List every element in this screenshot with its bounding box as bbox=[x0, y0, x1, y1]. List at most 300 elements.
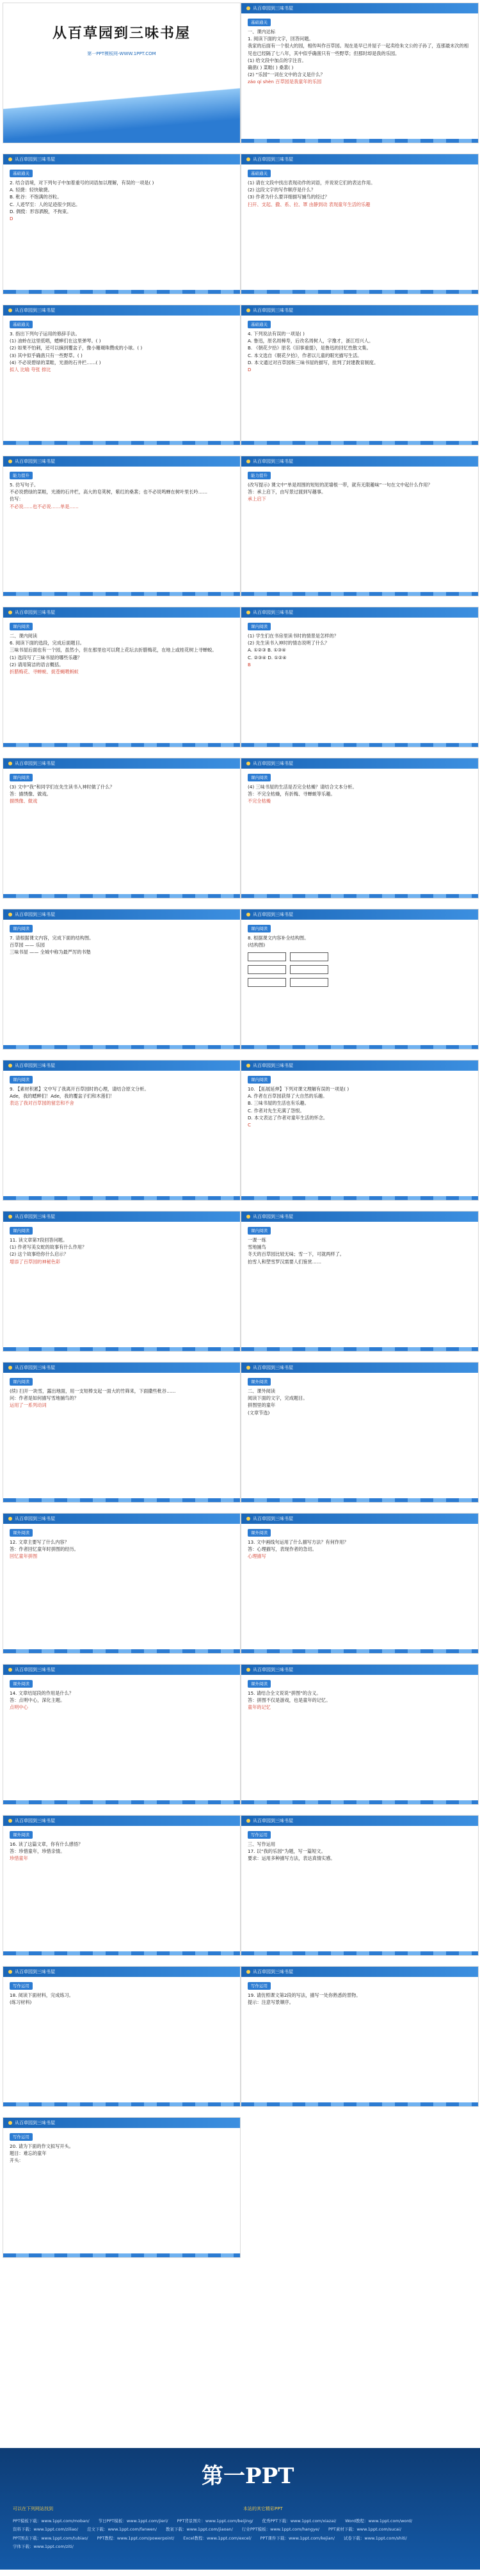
slide-s28[interactable] bbox=[241, 1966, 479, 2107]
slide-body bbox=[241, 1826, 478, 1866]
slide-s18[interactable] bbox=[241, 1211, 479, 1352]
header-dot-icon bbox=[246, 6, 250, 10]
slide-body bbox=[3, 1524, 240, 1564]
answer-line: 童年的记忆 bbox=[248, 1704, 271, 1711]
slide-footer-bar bbox=[3, 1951, 240, 1955]
section-label: 能力提升 bbox=[248, 472, 271, 479]
slide-footer-bar bbox=[3, 441, 240, 445]
section-label: 写作运用 bbox=[248, 1831, 271, 1839]
slide-header-title: 从百草园到三味书屋 bbox=[15, 609, 55, 615]
slide-header-title: 从百草园到三味书屋 bbox=[253, 1062, 293, 1068]
header-dot-icon bbox=[246, 460, 250, 463]
slide-text-line: (3) 文中“我”和同学们在先生读书入神时做了什么？ bbox=[10, 784, 115, 790]
slide-header-title: 从百草园到三味书屋 bbox=[15, 1516, 55, 1521]
slide-footer-bar bbox=[3, 2253, 240, 2257]
slide-text-line: 4. 下列说法有误的一项是( ) bbox=[248, 331, 305, 337]
slide-text-line: 12. 文章主要写了什么内容？ bbox=[10, 1539, 69, 1546]
slide-s29[interactable] bbox=[3, 2117, 241, 2258]
endcard-link[interactable]: PPT图表下载：www.1ppt.com/tubiao/ bbox=[13, 2535, 88, 2541]
slide-header-title: 从百草园到三味书屋 bbox=[15, 1667, 55, 1672]
slide-text-line: A. 鲁迅，原名周樟寿，后改名周树人，字豫才，浙江绍兴人。 bbox=[248, 338, 374, 344]
endcard-link[interactable]: 节日PPT模板：www.1ppt.com/jieri/ bbox=[98, 2518, 168, 2524]
endcard-link[interactable]: 字体下载：www.1ppt.com/ziti/ bbox=[13, 2544, 74, 2550]
slide-text-line: 10. 【拓展延伸】下列对课文理解有误的一项是( ) bbox=[248, 1086, 349, 1092]
header-dot-icon bbox=[8, 611, 12, 614]
slide-body bbox=[241, 1222, 478, 1269]
slide-header-title: 从百草园到三味书屋 bbox=[253, 1818, 293, 1823]
header-dot-icon bbox=[8, 1366, 12, 1370]
slide-body bbox=[3, 1826, 240, 1866]
slide-text-line: (1) 请在文段中找出表现动作的词语，并说说它们的表达作用。 bbox=[248, 180, 376, 186]
answer-line: 增添了百草园的神秘色彩 bbox=[10, 1258, 61, 1265]
endcard-link[interactable]: 试卷下载：www.1ppt.com/shiti/ bbox=[343, 2535, 407, 2541]
slide-text-line: 7. 请根据课文内容，完成下面的结构图。 bbox=[10, 935, 94, 941]
slide-text-line: 答：拼图不仅是游戏，也是童年的记忆。 bbox=[248, 1697, 331, 1704]
slide-text-line: 答：不完全枯燥，有折梅、寻蝉蜕等乐趣。 bbox=[248, 791, 335, 797]
slide-text-line: B. 三味书屋的生活也有乐趣。 bbox=[248, 1100, 309, 1107]
slide-header bbox=[241, 1363, 478, 1373]
slide-header bbox=[3, 1514, 240, 1524]
slide-header-title: 从百草园到三味书屋 bbox=[15, 1213, 55, 1219]
slide-body bbox=[3, 1222, 240, 1269]
header-dot-icon bbox=[8, 1215, 12, 1219]
slide-text-line: A. 轻捷：轻快敏捷。 bbox=[10, 187, 52, 193]
slide-header bbox=[3, 154, 240, 164]
slide-s5[interactable] bbox=[3, 305, 241, 445]
slide-header-title: 从百草园到三味书屋 bbox=[253, 458, 293, 464]
answer-line: 不完全枯燥 bbox=[248, 798, 271, 804]
slide-body bbox=[241, 316, 478, 377]
section-label: 基础通关 bbox=[248, 321, 271, 328]
slide-footer-bar bbox=[241, 1951, 478, 1955]
section-label: 课内阅读 bbox=[248, 623, 271, 630]
slide-text-line: 题目：难忘的童年 bbox=[10, 2150, 47, 2157]
section-label: 课外阅读 bbox=[10, 1831, 33, 1839]
answer-line: 珍惜童年 bbox=[10, 1855, 28, 1862]
slide-body bbox=[3, 2128, 240, 2168]
header-dot-icon bbox=[8, 1970, 12, 1974]
slide-text-line: (1) 油蛉在这里低唱，蟋蟀们在这里弹琴。( ) bbox=[10, 338, 101, 344]
slide-text-line: 拼图里的童年 bbox=[248, 1402, 276, 1409]
header-dot-icon bbox=[246, 611, 250, 614]
slide-footer-bar bbox=[241, 441, 478, 445]
slide-text-line: D. 本文表达了作者对童年生活的怀念。 bbox=[248, 1114, 328, 1121]
slide-text-line: D. 倜傥：形容洒脱，不拘束。 bbox=[10, 208, 72, 214]
header-dot-icon bbox=[246, 1819, 250, 1823]
slide-s8[interactable] bbox=[241, 456, 479, 596]
answer-line: 折腊梅花、寻蝉蜕、捉苍蝇喂蚂蚁 bbox=[10, 668, 79, 675]
section-label: 课外阅读 bbox=[248, 1680, 271, 1688]
section-label: 写作运用 bbox=[248, 1982, 271, 1990]
slide-s23[interactable] bbox=[3, 1664, 241, 1805]
slide-text-line: (3) 其中似乎确凿只有一些野草。( ) bbox=[10, 352, 83, 358]
slide-text-line: 三味书屋 —— 全城中称为最严厉的书塾 bbox=[10, 949, 91, 956]
slide-text-line: 阅读下面的文字，完成题目。 bbox=[248, 1395, 308, 1402]
endcard-link[interactable]: 教案下载：www.1ppt.com/jiaoan/ bbox=[166, 2527, 233, 2532]
slide-header bbox=[241, 154, 478, 164]
slide-s14[interactable] bbox=[241, 909, 479, 1050]
slide-header bbox=[3, 607, 240, 618]
slide-header-title: 从百草园到三味书屋 bbox=[253, 1667, 293, 1672]
slide-s9[interactable] bbox=[3, 607, 241, 748]
slide-header-title: 从百草园到三味书屋 bbox=[253, 156, 293, 162]
slide-header bbox=[241, 456, 478, 467]
slide-text-line: 3. 指出下列句子运用的修辞手法。 bbox=[10, 331, 80, 337]
endcard-link[interactable]: PPT素材下载：www.1ppt.com/sucai/ bbox=[328, 2527, 401, 2532]
slide-text-line: B. 秕谷：不饱满的谷粒。 bbox=[10, 194, 62, 200]
section-label: 课内阅读 bbox=[10, 1076, 33, 1084]
endcard-link[interactable]: Excel教程：www.1ppt.com/excel/ bbox=[183, 2535, 252, 2541]
endcard-link[interactable]: PPT课件下载：www.1ppt.com/kejian/ bbox=[260, 2535, 335, 2541]
diagram-box bbox=[290, 952, 328, 961]
slide-text-line: (3) 作者为什么要详细描写捕鸟的经过？ bbox=[248, 194, 330, 200]
slide-text-line: (2) 这段文字的写作顺序是什么？ bbox=[248, 187, 316, 193]
slide-header bbox=[3, 909, 240, 920]
slide-text-line: (续) 扫开一块雪，露出地面，用一支短棒支起一面大的竹筛来，下面撒些秕谷…… bbox=[10, 1388, 176, 1395]
slide-s11[interactable] bbox=[3, 758, 241, 899]
answer-line: B bbox=[248, 661, 251, 668]
slide-header bbox=[241, 909, 478, 920]
slide-body bbox=[241, 920, 478, 995]
slide-header bbox=[3, 1816, 240, 1826]
endcard-link[interactable]: Word教程：www.1ppt.com/word/ bbox=[345, 2518, 413, 2524]
slide-text-line: 11. 读文章第7段回答问题。 bbox=[10, 1237, 68, 1244]
slide-header-title: 从百草园到三味书屋 bbox=[15, 1818, 55, 1823]
slide-body bbox=[241, 1373, 478, 1420]
endcard-tagline: 可以在下列网站找到 bbox=[13, 2506, 53, 2511]
slide-text-line: 6. 阅读下面的选段，完成后面题目。 bbox=[10, 640, 84, 646]
answer-line: 拟人 比喻 夸张 排比 bbox=[10, 366, 51, 372]
slide-footer-bar bbox=[3, 290, 240, 294]
slide-s16[interactable] bbox=[241, 1060, 479, 1201]
slide-text-line: 一、课内达标 bbox=[248, 29, 276, 35]
slide-text-line: (2) 请用简洁的语言概括。 bbox=[10, 661, 64, 668]
header-dot-icon bbox=[246, 1970, 250, 1974]
header-dot-icon bbox=[246, 1366, 250, 1370]
header-dot-icon bbox=[8, 762, 12, 765]
slide-header bbox=[3, 1665, 240, 1675]
slide-header bbox=[3, 1060, 240, 1071]
slide-footer-bar bbox=[241, 1347, 478, 1351]
slide-s25[interactable] bbox=[3, 1815, 241, 1956]
slide-header bbox=[241, 3, 478, 13]
slide-text-line: 冬天的百草园比较无味；雪一下，可就两样了。 bbox=[248, 1251, 344, 1258]
slide-text-line: (2) “乐园”一词在文中的含义是什么？ bbox=[248, 72, 325, 77]
slide-header bbox=[241, 758, 478, 769]
slide-footer-bar bbox=[241, 1498, 478, 1502]
slide-text-line: 14. 文章结尾段的作用是什么？ bbox=[10, 1690, 74, 1697]
slide-footer-bar bbox=[3, 1347, 240, 1351]
slide-text-line: 我家的后面有一个很大的园，相传叫作百草园。现在是早已并屋子一起卖给朱文公的子孙了，连那最末次的相见也已经隔了七八年，其中似乎确凿只有一些野草；但那时却是我的乐园。 bbox=[248, 43, 469, 56]
slide-footer-bar bbox=[3, 1498, 240, 1502]
answer-line: záo qí shèn 百草园是我童年的乐园 bbox=[248, 79, 322, 85]
slide-text-line: (4) 不必说碧绿的菜畦，光滑的石井栏……( ) bbox=[10, 359, 101, 365]
section-label: 课内阅读 bbox=[10, 1227, 33, 1235]
slide-s12[interactable] bbox=[241, 758, 479, 899]
section-label: 课外阅读 bbox=[248, 1529, 271, 1537]
slide-text-line: 答：描绣像、做戏。 bbox=[10, 791, 51, 797]
diagram-box bbox=[248, 978, 286, 987]
slide-header-title: 从百草园到三味书屋 bbox=[15, 307, 55, 313]
slide-header bbox=[241, 1816, 478, 1826]
slide-footer-bar bbox=[241, 1649, 478, 1653]
slide-text-line: 二、课外阅读 bbox=[248, 1388, 276, 1395]
slide-text-line: 16. 读了这篇文章，你有什么感悟？ bbox=[10, 1841, 83, 1848]
slide-s24[interactable] bbox=[241, 1664, 479, 1805]
slide-header-title: 从百草园到三味书屋 bbox=[253, 911, 293, 917]
slide-text-line: C. 作者对先生充满了怨恨。 bbox=[248, 1107, 305, 1114]
endcard-links bbox=[13, 2518, 467, 2550]
answer-line: 表达了我对百草园的留恋和不舍 bbox=[10, 1100, 74, 1107]
slide-s22[interactable] bbox=[241, 1513, 479, 1654]
header-dot-icon bbox=[246, 762, 250, 765]
answer-line: D bbox=[10, 215, 13, 221]
slide-text-line: 13. 文中画线句运用了什么描写方法？有何作用？ bbox=[248, 1539, 349, 1546]
slide-header-title: 从百草园到三味书屋 bbox=[15, 1969, 55, 1974]
slide-s20[interactable] bbox=[241, 1362, 479, 1503]
slide-text-line: 提示：注意写景顺序。 bbox=[248, 1999, 294, 2006]
slide-body bbox=[3, 316, 240, 377]
endcard-link[interactable]: 行业PPT模板：www.1ppt.com/hangye/ bbox=[241, 2527, 320, 2532]
slide-body bbox=[241, 618, 478, 672]
slide-header-title: 从百草园到三味书屋 bbox=[253, 760, 293, 766]
slide-s21[interactable] bbox=[3, 1513, 241, 1654]
section-label: 课内阅读 bbox=[10, 623, 33, 630]
page-title: 从百草园到三味书屋 bbox=[52, 25, 191, 42]
section-label: 写作运用 bbox=[10, 2133, 33, 2141]
slide-text-line: Ade，我的蟋蟀们！Ade，我的覆盆子们和木莲们！ bbox=[10, 1093, 115, 1100]
slide-text-line: 1. 阅读下面的文字，回答问题。 bbox=[248, 36, 314, 42]
slide-body bbox=[3, 467, 240, 514]
slide-text-line: 答：作者回忆童年时拼图的经历。 bbox=[10, 1546, 79, 1553]
header-dot-icon bbox=[246, 913, 250, 916]
header-dot-icon bbox=[8, 1819, 12, 1823]
endcard bbox=[0, 2448, 480, 2570]
slide-header-title: 从百草园到三味书屋 bbox=[253, 1969, 293, 1974]
slide-text-line: (练习材料) bbox=[10, 1999, 32, 2006]
header-dot-icon bbox=[246, 1215, 250, 1219]
answer-line: C bbox=[248, 1121, 252, 1128]
slide-header bbox=[3, 758, 240, 769]
slide-footer-bar bbox=[241, 1045, 478, 1049]
slide-body bbox=[3, 1071, 240, 1111]
slide-body bbox=[241, 1524, 478, 1564]
slide-text-line: A. ①②③ B. ①③④ bbox=[248, 647, 286, 653]
slide-s26[interactable] bbox=[241, 1815, 479, 1956]
header-dot-icon bbox=[8, 157, 12, 161]
slide-text-line: C. ②③④ D. ①②④ bbox=[248, 654, 287, 660]
slide-s10[interactable] bbox=[241, 607, 479, 748]
slide-text-line: (结构图) bbox=[248, 942, 266, 948]
header-dot-icon bbox=[246, 1668, 250, 1672]
slide-header bbox=[3, 2118, 240, 2128]
slide-text-line: A. 作者在百草园获得了大自然的乐趣。 bbox=[248, 1093, 328, 1100]
slide-header-title: 从百草园到三味书屋 bbox=[15, 2120, 55, 2125]
endcard-link[interactable]: PPT背景图片：www.1ppt.com/beijing/ bbox=[177, 2518, 253, 2524]
slide-text-line: 答：珍惜童年，珍惜亲情。 bbox=[10, 1848, 65, 1855]
slide-footer-bar bbox=[241, 290, 478, 294]
slide-text-line: 答：点明中心，深化主题。 bbox=[10, 1697, 65, 1704]
slide-header bbox=[241, 305, 478, 316]
slide-s15[interactable] bbox=[3, 1060, 241, 1201]
section-label: 课内阅读 bbox=[10, 774, 33, 781]
slide-header bbox=[241, 1514, 478, 1524]
section-label: 基础通关 bbox=[10, 170, 33, 177]
brand-logo: 第一PPT bbox=[202, 2463, 294, 2489]
slide-body bbox=[241, 1675, 478, 1715]
answer-line: D bbox=[248, 366, 252, 372]
slide-text-line: 问：作者是如何描写雪地捕鸟的？ bbox=[10, 1395, 79, 1402]
slide-s17[interactable] bbox=[3, 1211, 241, 1352]
section-label: 课外阅读 bbox=[10, 1680, 33, 1688]
slide-text-line: (文章节选) bbox=[248, 1409, 270, 1416]
section-label: 基础通关 bbox=[248, 170, 271, 177]
title-subtitle: 第一PPT模板网-WWW.1PPT.COM bbox=[87, 51, 156, 56]
answer-line: 不必说……也不必说……单是…… bbox=[10, 503, 79, 509]
diagram-box bbox=[290, 978, 328, 987]
slide-header-title: 从百草园到三味书屋 bbox=[15, 760, 55, 766]
endcard-link[interactable]: PPT教程：www.1ppt.com/powerpoint/ bbox=[97, 2535, 175, 2541]
slide-footer-bar bbox=[241, 1196, 478, 1200]
answer-line: 回忆童年拼图 bbox=[10, 1553, 38, 1560]
section-label: 课内阅读 bbox=[248, 1076, 271, 1084]
slide-header bbox=[3, 1967, 240, 1977]
slide-header bbox=[3, 1212, 240, 1222]
header-dot-icon bbox=[246, 1064, 250, 1068]
slide-text-line: 答：心理描写，表现作者的急切。 bbox=[248, 1546, 317, 1553]
slide-body bbox=[3, 618, 240, 679]
answer-line: 心理描写 bbox=[248, 1553, 266, 1560]
slide-text-line: 9. 【素材积累】文中写了我离开百草园时的心理，请结合原文分析。 bbox=[10, 1086, 149, 1092]
endcard-link[interactable]: 资料下载：www.1ppt.com/ziliao/ bbox=[13, 2527, 78, 2532]
endcard-link[interactable]: 优秀PPT下载：www.1ppt.com/xiazai/ bbox=[262, 2518, 337, 2524]
slide-text-line: 仿写： bbox=[10, 496, 24, 502]
slide-header-title: 从百草园到三味书屋 bbox=[253, 5, 293, 11]
slide-header-title: 从百草园到三味书屋 bbox=[15, 1364, 55, 1370]
header-dot-icon bbox=[246, 157, 250, 161]
slide-header bbox=[241, 1060, 478, 1071]
section-label: 写作运用 bbox=[10, 1982, 33, 1990]
slide-text-line: 17. 以“我的乐园”为题，写一篇短文。 bbox=[248, 1848, 326, 1855]
slide-header bbox=[3, 305, 240, 316]
slide-footer-bar bbox=[3, 1649, 240, 1653]
header-dot-icon bbox=[246, 308, 250, 312]
slide-text-line: (4) 三味书屋的生活是否完全枯燥？请结合文本分析。 bbox=[248, 784, 357, 790]
slide-header-title: 从百草园到三味书屋 bbox=[15, 1062, 55, 1068]
slide-footer-bar bbox=[3, 2102, 240, 2106]
diagram-box bbox=[248, 965, 286, 974]
slide-text-line: (改写提示) 课文中“单是周围的短短的泥墙根一带，就有无限趣味”一句在文中起什么作用？ bbox=[248, 482, 433, 488]
section-label: 课内阅读 bbox=[10, 1378, 33, 1386]
slide-text-line: (1) 给文段中加点的字注音。 bbox=[248, 57, 307, 63]
slide-s13[interactable] bbox=[3, 909, 241, 1050]
section-label: 能力提升 bbox=[10, 472, 33, 479]
slide-body bbox=[3, 1675, 240, 1715]
slide-header bbox=[3, 456, 240, 467]
header-dot-icon bbox=[8, 460, 12, 463]
header-dot-icon bbox=[8, 913, 12, 916]
section-label: 课内阅读 bbox=[10, 925, 33, 932]
slide-text-line: (1) 学生们在书房里读书时的情景是怎样的？ bbox=[248, 633, 339, 639]
slide-text-line: 拍雪人和塑雪罗汉需要人们鉴赏…… bbox=[248, 1258, 322, 1265]
diagram-box bbox=[248, 952, 286, 961]
slide-footer-bar bbox=[3, 592, 240, 596]
slide-body bbox=[241, 769, 478, 809]
slide-text-line: (1) 选段写了三味书屋的哪些乐趣？ bbox=[10, 654, 83, 660]
slide-footer-bar bbox=[241, 592, 478, 596]
answer-line: 描绣像、做戏 bbox=[10, 798, 38, 804]
slide-s6[interactable] bbox=[241, 305, 479, 445]
slide-text-line: 确凿( ) 菜畦( ) 桑葚( ) bbox=[248, 64, 294, 70]
endcard-link[interactable]: 范文下载：www.1ppt.com/fanwen/ bbox=[86, 2527, 157, 2532]
slide-s2[interactable] bbox=[241, 3, 479, 143]
section-label: 课外阅读 bbox=[248, 1378, 271, 1386]
section-label: 课内阅读 bbox=[248, 774, 271, 781]
slide-text-line: 2. 结合语境，对下列句子中加着重号的词语加以理解，有误的一项是( ) bbox=[10, 180, 154, 186]
slide-footer-bar bbox=[241, 2102, 478, 2106]
slide-text-line: 三味书屋后面也有一个园，虽然小，但在那里也可以爬上花坛去折腊梅花，在地上或桂花树上寻蝉蜕。 bbox=[10, 647, 217, 653]
slide-text-line: 雪地捕鸟 bbox=[248, 1244, 266, 1251]
slide-body bbox=[241, 164, 478, 212]
slide-header-title: 从百草园到三味书屋 bbox=[253, 1516, 293, 1521]
structure-diagram bbox=[248, 952, 472, 987]
slide-s19[interactable] bbox=[3, 1362, 241, 1503]
slide-s3[interactable] bbox=[3, 154, 241, 294]
slide-text-line: (1) 作者写美女蛇的故事有什么作用？ bbox=[10, 1244, 87, 1251]
slide-text-line: (2) 先生读书入神时的情态说明了什么？ bbox=[248, 640, 330, 646]
title-slide[interactable] bbox=[3, 3, 241, 143]
slide-header-title: 从百草园到三味书屋 bbox=[253, 1213, 293, 1219]
slide-text-line: (2) 如果不怕刺，还可以摘到覆盆子，像小珊瑚珠攒成的小球。( ) bbox=[10, 345, 143, 351]
slide-footer-bar bbox=[241, 139, 478, 143]
slide-header-title: 从百草园到三味书屋 bbox=[15, 911, 55, 917]
slide-text-line: 答：承上启下，由写景过渡到写趣事。 bbox=[248, 489, 326, 495]
slide-text-line: 一课一练 bbox=[248, 1237, 266, 1244]
slide-header bbox=[241, 1665, 478, 1675]
slide-header bbox=[241, 607, 478, 618]
slide-header-title: 从百草园到三味书屋 bbox=[15, 458, 55, 464]
header-dot-icon bbox=[246, 1517, 250, 1521]
slide-text-line: 要求：运用多种描写方法，表达真情实感。 bbox=[248, 1855, 335, 1862]
slide-text-line: C. 人迹罕至：人的足迹很少到达。 bbox=[10, 201, 81, 207]
answer-line: 扫开、支起、撒、系、拉、罩 由静到动 表现童年生活的乐趣 bbox=[248, 201, 371, 207]
slide-s7[interactable] bbox=[3, 456, 241, 596]
slide-body bbox=[3, 1373, 240, 1413]
header-dot-icon bbox=[8, 308, 12, 312]
slide-s4[interactable] bbox=[241, 154, 479, 294]
slide-text-line: C. 本文选自《朝花夕拾》，作者以儿童的眼光描写生活。 bbox=[248, 352, 362, 358]
title-wave-decoration bbox=[3, 85, 240, 143]
slide-footer-bar bbox=[241, 743, 478, 747]
slide-text-line: B. 《朝花夕拾》原名《旧事重提》，是鲁迅的回忆性散文集。 bbox=[248, 345, 371, 351]
slide-s27[interactable] bbox=[3, 1966, 241, 2107]
slide-footer-bar bbox=[3, 743, 240, 747]
slide-header-title: 从百草园到三味书屋 bbox=[253, 307, 293, 313]
slide-body bbox=[241, 1977, 478, 2010]
slide-text-line: D. 本文通过对百草园和三味书屋的描写，批判了封建教育制度。 bbox=[248, 359, 379, 365]
slide-text-line: 19. 请仿照课文第2段的写法，描写一处你熟悉的景物。 bbox=[248, 1992, 361, 1999]
slide-footer-bar bbox=[241, 894, 478, 898]
header-dot-icon bbox=[8, 1668, 12, 1672]
slide-body bbox=[241, 1071, 478, 1132]
slide-footer-bar bbox=[3, 1045, 240, 1049]
header-dot-icon bbox=[8, 1064, 12, 1068]
slide-text-line: 开头： bbox=[10, 2157, 24, 2164]
answer-line: 运用了一系列动词 bbox=[10, 1402, 47, 1409]
slide-text-line: 二、课内阅读 bbox=[10, 633, 38, 639]
section-label: 课外阅读 bbox=[10, 1529, 33, 1537]
endcard-link[interactable]: PPT模板下载：www.1ppt.com/moban/ bbox=[13, 2518, 90, 2524]
